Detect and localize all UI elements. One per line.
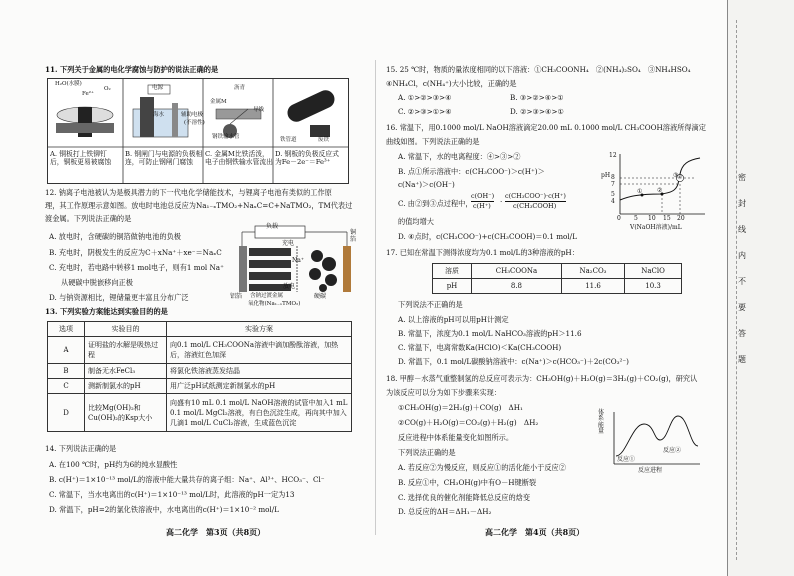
q16-frac1-den: c(H⁺) (473, 202, 491, 210)
q16-line-1: 16. 常温下，用0.1000 mol/L NaOH溶液滴定20.00 mL 0.1000 mol/L CH₃COOH溶液所得滴定 (386, 123, 706, 132)
left-page-footer: 高二化学 第3页（共8页） (166, 527, 266, 537)
q18-step-1: ①CH₃OH(g)＝2H₂(g)＋CO(g) ΔH₁ (398, 403, 523, 412)
q12-option-c-cont: 从硬碳中脱嵌移向正极 (61, 278, 133, 287)
energy-ylabel: 体系能量 (598, 409, 605, 435)
q16-option-b-cont: c(Na⁺)＞c(OH⁻) (398, 180, 455, 189)
q16-option-a: A. 常温下，水的电离程度：④>③>② (398, 152, 521, 161)
titration-ylabel: pH (601, 172, 611, 179)
q13-cell-opt: A (48, 337, 85, 364)
q13-cell-goal: 比较Mg(OH)₂和Cu(OH)₂的Ksp大小 (85, 394, 167, 432)
q18-option-c: C. 选择优良的催化剂能降低总反应的焓变 (398, 493, 531, 502)
q13-cell-plan: 向盛有10 mL 0.1 mol/L NaOH溶液的试管中加入1 mL 0.1 mol/L MgCl₂溶液，有白色沉淀生成，再向其中加入几滴1 mol/L CuCl₂溶液，生成蓝色沉淀 (167, 394, 352, 432)
q18-energy-note: 反应进程中体系能量变化如图所示。 (398, 433, 514, 442)
q15-option-d: D. ②>③>④>① (510, 107, 564, 116)
q12-option-c: C. 充电时，若电路中转移1 mol电子，则有1 mol Na⁺ (49, 263, 224, 272)
q18-option-b: B. 反应①中，CH₃OH(g)中有O－H键断裂 (398, 478, 537, 487)
asphalt-label: 沥青 (234, 85, 246, 91)
q18-line-1: 18. 甲醇－水蒸气重整制氢的总反应可表示为：CH₃OH(g)＋H₂O(g)＝3H₂(g)＋CO₂(g)，研究认 (386, 374, 698, 383)
q11-option-d: D. 钢板的负极反应式为Fe－2e⁻＝Fe³⁺ (275, 150, 339, 167)
ytick-7: 7 (611, 181, 615, 188)
q13-cell-goal: 证明盐的水解是吸热过程 (85, 337, 167, 364)
q17-header-na2co3: Na₂CO₃ (561, 264, 624, 279)
table-row (48, 379, 352, 394)
binding-notice (735, 165, 749, 373)
table-row (48, 364, 352, 379)
xtick-20: 20 (677, 215, 685, 222)
q16-option-c: C. 由②到③点过程中， (398, 199, 473, 208)
seawater-label: 海水 (153, 112, 165, 118)
q15-line-2: ④NH₄Cl，c(NH₄⁺)大小比较，正确的是 (386, 79, 517, 88)
binding-char: 不 (738, 277, 746, 286)
al-foil-label: 铝箔 (230, 293, 243, 300)
metal-m-label: 金属M (210, 99, 227, 105)
iron-pipe-label: 铁管道 (280, 137, 297, 143)
q16-frac2-num: c(CH₃COO⁻)·c(H⁺) (505, 192, 566, 200)
q18-line-2: 为该反应可以分为如下步骤来实现： (386, 388, 502, 397)
q12-line-2: 理，其工作原理示意如图。放电时电池总反应为Na₁₋ₓTMO₂+NaₓC=C+NaTMO₂，TM代表过 (45, 201, 353, 210)
q16-frac1-num: c(OH⁻) (471, 192, 495, 200)
q16-frac-dot: · (500, 197, 503, 206)
cathode-material-label: 含钠过渡金属 (250, 293, 284, 299)
q17-option-c: C. 常温下，电离常数Ka(HClO)＜Ka(CH₃COOH) (398, 343, 562, 352)
q13-cell-plan: 用广泛pH试纸测定新制氯水的pH (167, 379, 352, 394)
cu-foil-label: 铜箔 (350, 229, 357, 243)
load-label: 负载 (266, 223, 279, 230)
q18-option-d: D. 总反应的ΔH＝ΔH₁－ΔH₂ (398, 507, 492, 516)
q18-question: 下列说法正确的是 (398, 448, 456, 457)
reaction-1-label: 反应① (617, 456, 636, 463)
xtick-15: 15 (663, 215, 671, 222)
q17-cell-value: 11.6 (561, 279, 624, 294)
aux-electrode-label: 辅助电极 (181, 112, 204, 118)
q17-header-ch3coona: CH₃COONa (472, 264, 562, 279)
q17-cell-value: 8.8 (472, 279, 562, 294)
q16-frac2-den: c(CH₃COOH) (513, 202, 557, 210)
q13-cell-plan: 向0.1 mol/L CH₃COONa溶液中滴加酚酞溶液，加热后，溶液红色加深 (167, 337, 352, 364)
water-film-label: H₂O(水膜) (55, 81, 82, 87)
q13-cell-plan: 将氯化铁溶液蒸发结晶 (167, 364, 352, 379)
q11-option-c: C. 金属M比铁活泼，电子由钢铁输水管流出 (205, 150, 273, 167)
binding-char: 答 (738, 329, 746, 338)
q13-cell-goal: 制备无水FeCl₃ (85, 364, 167, 379)
q13-cell-opt: B (48, 364, 85, 379)
column-divider (375, 60, 376, 535)
cathode-formula-label: 氧化物(Na₁₋ₓTMO₂) (248, 301, 301, 307)
q13-stem: 13. 下列实验方案能达到实验目的的是 (45, 307, 168, 316)
point-3-label: ③ (673, 172, 679, 179)
binding-char: 线 (738, 225, 746, 234)
q12-option-a: A. 放电时，含硬碳的铜箔做钠电池的负极 (49, 232, 181, 241)
q13-header-goal: 实验目的 (85, 322, 167, 337)
hard-carbon-label: 硬碳 (314, 293, 327, 300)
energy-xlabel: 反应进程 (638, 467, 663, 474)
binding-char: 封 (738, 199, 746, 208)
point-2-label: ② (657, 187, 663, 194)
q14-option-c: C. 常温下，当水电离出的c(H⁺)＝1×10⁻¹³ mol/L时，此溶液的pH一定为13 (49, 490, 295, 499)
q15-option-a: A. ①>②>③>④ (398, 93, 452, 102)
q11-option-a: A. 铜板打上铁铆钉后，铜板更易被腐蚀 (50, 150, 112, 167)
q16-option-d: D. ④点时，c(CH₃COO⁻)+c(CH₃COOH)＝0.1 mol/L (398, 232, 577, 241)
binding-char: 密 (738, 173, 746, 182)
q14-option-d: D. 常温下，pH=2的氯化铁溶液中，水电离出的c(H⁺)＝1×10⁻² mol/L (49, 505, 279, 514)
point-4-label: ④ (677, 174, 683, 181)
steel-pipe-label: 钢铁输水管 (212, 134, 240, 140)
reaction-2-label: 反应② (663, 447, 682, 454)
q18-option-a: A. 若反应②为慢反应，则反应①的活化能小于反应② (398, 463, 566, 472)
q12-line-1: 12. 钠离子电池被认为是极具潜力的下一代电化学储能技术，与锂离子电池有类似的工作原 (45, 188, 332, 197)
binding-char: 题 (738, 355, 746, 364)
q12-option-b: B. 充电时，阴极发生的反应为C＋xNa⁺＋xe⁻＝NaₓC (49, 248, 222, 257)
aux-note-label: (不溶性) (184, 120, 205, 126)
wire-label: 导线 (253, 107, 265, 113)
q17-option-d: D. 常温下，0.1 mol/L碳酸钠溶液中：c(Na⁺)＞c(HCO₃⁻)＋2c(CO₃²⁻) (398, 357, 629, 366)
table-row (48, 337, 352, 364)
right-page-footer: 高二化学 第4页（共8页） (485, 527, 585, 537)
xtick-5: 5 (634, 215, 638, 222)
q13-header-option: 选项 (48, 322, 85, 337)
point-1-label: ① (637, 188, 643, 195)
q17-cell-value: 10.3 (625, 279, 682, 294)
binding-char: 内 (738, 251, 746, 260)
q17-question: 下列说法不正确的是 (398, 300, 463, 309)
q14-stem: 14. 下列说法正确的是 (45, 444, 117, 453)
scrap-iron-label: 废铁 (318, 137, 330, 143)
q11-option-b: B. 钢闸门与电源的负极相连，可防止钢闸门腐蚀 (125, 150, 203, 167)
na-ion-label: Na⁺ (292, 257, 304, 264)
ytick-12: 12 (609, 152, 617, 159)
q15-option-c: C. ②>③>①>④ (398, 107, 452, 116)
q17-option-b: B. 常温下，浓度为0.1 mol/L NaHCO₃溶液的pH＞11.6 (398, 329, 582, 338)
fe-ion-label: Fe²⁺ (82, 91, 94, 97)
q12-line-3: 渡金属。下列说法正确的是 (45, 214, 132, 223)
xtick-0: 0 (617, 215, 621, 222)
q13-header-plan: 实验方案 (167, 322, 352, 337)
ytick-8: 8 (611, 174, 615, 181)
table-row (433, 279, 682, 294)
power-label: 电源 (152, 85, 164, 91)
table-row (48, 394, 352, 432)
q13-cell-opt: C (48, 379, 85, 394)
discharge-label: 放电 (283, 283, 296, 290)
q12-option-d: D. 与钠资源相比，锂储量更丰富且分布广泛 (49, 293, 189, 302)
q13-cell-opt: D (48, 394, 85, 432)
q15-option-b: B. ③>②>④>① (510, 93, 564, 102)
charge-label: 充电 (282, 240, 295, 247)
q15-line-1: 15. 25 ℃时，物质的量浓度相同的以下溶液：①CH₃COONH₄ ②(NH₄)₂SO₄ ③NH₄HSO₄ (386, 65, 691, 74)
q17-option-a: A. 以上溶液的pH可以用pH计测定 (398, 315, 509, 324)
q14-option-a: A. 在100 ℃时，pH约为6的纯水显酸性 (49, 460, 178, 469)
q17-cell-ph: pH (433, 279, 472, 294)
ytick-4: 4 (611, 198, 615, 205)
q16-option-c-cont: 的值均增大 (398, 217, 434, 226)
q16-line-2: 曲线如图。下列说法正确的是 (386, 137, 480, 146)
q17-header-naclo: NaClO (625, 264, 682, 279)
q13-table (47, 321, 352, 432)
q11-stem: 11. 下列关于金属的电化学腐蚀与防护的说法正确的是 (45, 65, 219, 74)
o2-label: O₂ (104, 86, 111, 92)
binding-char: 要 (738, 303, 746, 312)
titration-xlabel: V(NaOH溶液)/mL (630, 224, 682, 231)
q16-option-b: B. 点①所示溶液中：c(CH₃COO⁻)＞c(H⁺)＞ (398, 167, 545, 176)
q17-stem: 17. 已知在常温下测得浓度均为0.1 mol/L的3种溶液的pH： (386, 248, 579, 257)
q13-cell-goal: 测新制氯水的pH (85, 379, 167, 394)
q17-table (432, 263, 682, 294)
q17-header-solute: 溶质 (433, 264, 472, 279)
q14-option-b: B. c(H⁺)＝1×10⁻¹³ mol/L的溶液中能大量共存的离子组：Na⁺、Al³⁺、HCO₃⁻、Cl⁻ (49, 475, 325, 484)
ytick-5: 5 (611, 191, 615, 198)
xtick-10: 10 (648, 215, 656, 222)
q18-step-2: ②CO(g)＋H₂O(g)＝CO₂(g)＋H₂(g) ΔH₂ (398, 418, 539, 427)
